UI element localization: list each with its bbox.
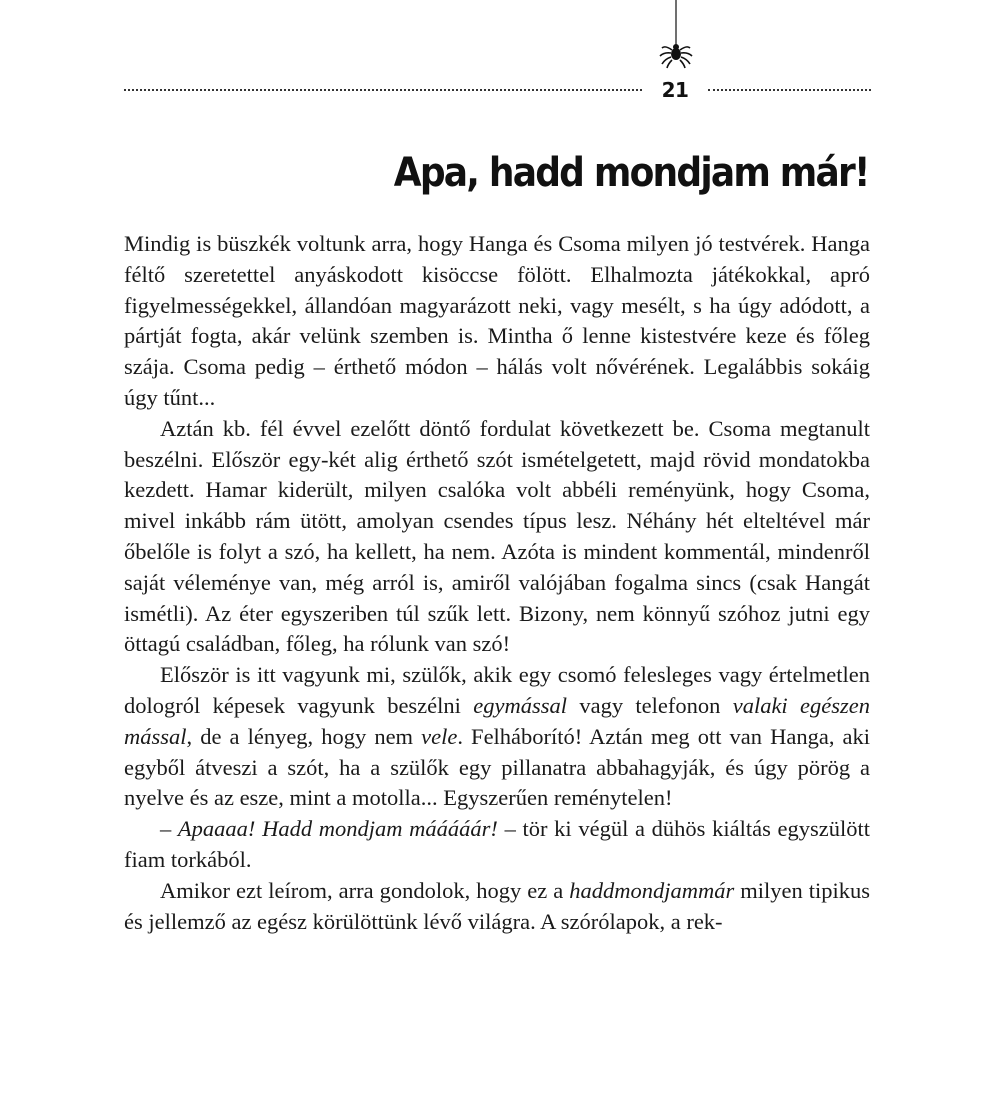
- paragraph-1: Mindig is büszkék voltunk arra, hogy Hanga és Csoma milyen jó testvérek. Hanga féltő szeretettel anyáskodott kisöccse fölött. Elhalmozta játékokkal, apró figyelmességekkel, állandóan magyarázott neki, vagy mesélt, s ha úgy adódott, a pártját fogta, akár velünk szemben is. Mintha ő lenne kistestvére keze és főleg szája. Csoma pedig – érthető módon – hálás volt nővérének. Legalábbis sokáig úgy tűnt...: [124, 231, 870, 410]
- paragraph-3-italic-3: vele: [421, 723, 458, 749]
- paragraph-4-quote: Apaaaa! Hadd mondjam mááááár!: [177, 816, 498, 842]
- page-number: 21: [661, 78, 689, 102]
- paragraph-4-text: – tör ki végül a dühös kiáltás egyszülött fiam torkából.: [124, 816, 870, 872]
- paragraph-5: [124, 876, 870, 938]
- body-text: [124, 229, 870, 937]
- header-rule-right: [708, 89, 871, 91]
- header-rule-left: [124, 89, 642, 91]
- paragraph-5-text-1: Amikor ezt leírom, arra gondolok, hogy ez a: [160, 877, 570, 903]
- paragraph-5-italic: haddmondjammár: [569, 877, 735, 903]
- paragraph-3-text-4: . Felháborító! Aztán meg ott van Hanga, aki egyből átveszi a szót, ha a szülők egy pillanatra abbahagyják, és úgy pörög a nyelve és az esze, mint a motolla... Egyszerűen reménytelen!: [124, 723, 870, 811]
- paragraph-3-italic-2: valaki egészen mással: [124, 692, 870, 749]
- paragraph-2: Aztán kb. fél évvel ezelőtt döntő fordulat következett be. Csoma megtanult beszélni. Először egy-két alig érthető szót ismételgetett, majd rövid mondatokba kezdett. Hamar kiderült, milyen csalóka volt abbéli reményünk, hogy Csoma, mivel inkább rám ütött, amolyan csendes típus lesz. Néhány hét elteltével már őbelőle is folyt a szó, ha kellett, ha nem. Azóta is mindent kommentál, mindenről saját véleménye van, még arról is, amiről valójában fogalma sincs (csak Hangát ismétli). Az éter egyszeriben túl szűk lett. Bizony, nem könnyű szóhoz jutni egy öttagú családban, főleg, ha rólunk van szó!: [124, 415, 870, 657]
- paragraph-4: [124, 814, 870, 876]
- paragraph-5-text-2: milyen tipikus és jellemző az egész körülöttünk lévő világra. A szórólapok, a rek-: [124, 877, 871, 934]
- paragraph-3-text-3: , de a lényeg, hogy nem: [186, 723, 422, 749]
- chapter-title: Apa, hadd mondjam már!: [394, 150, 869, 196]
- paragraph-3: [124, 660, 870, 814]
- paragraph-3-text-2: vagy telefonon: [567, 692, 733, 718]
- paragraph-3-text-1: Először is itt vagyunk mi, szülők, akik egy csomó felesleges vagy értelmetlen dologról képesek vagyunk beszélni: [124, 662, 870, 718]
- spider-icon: [656, 0, 696, 76]
- paragraph-3-italic-1: egymással: [473, 692, 567, 718]
- paragraph-4-dash: –: [160, 816, 178, 842]
